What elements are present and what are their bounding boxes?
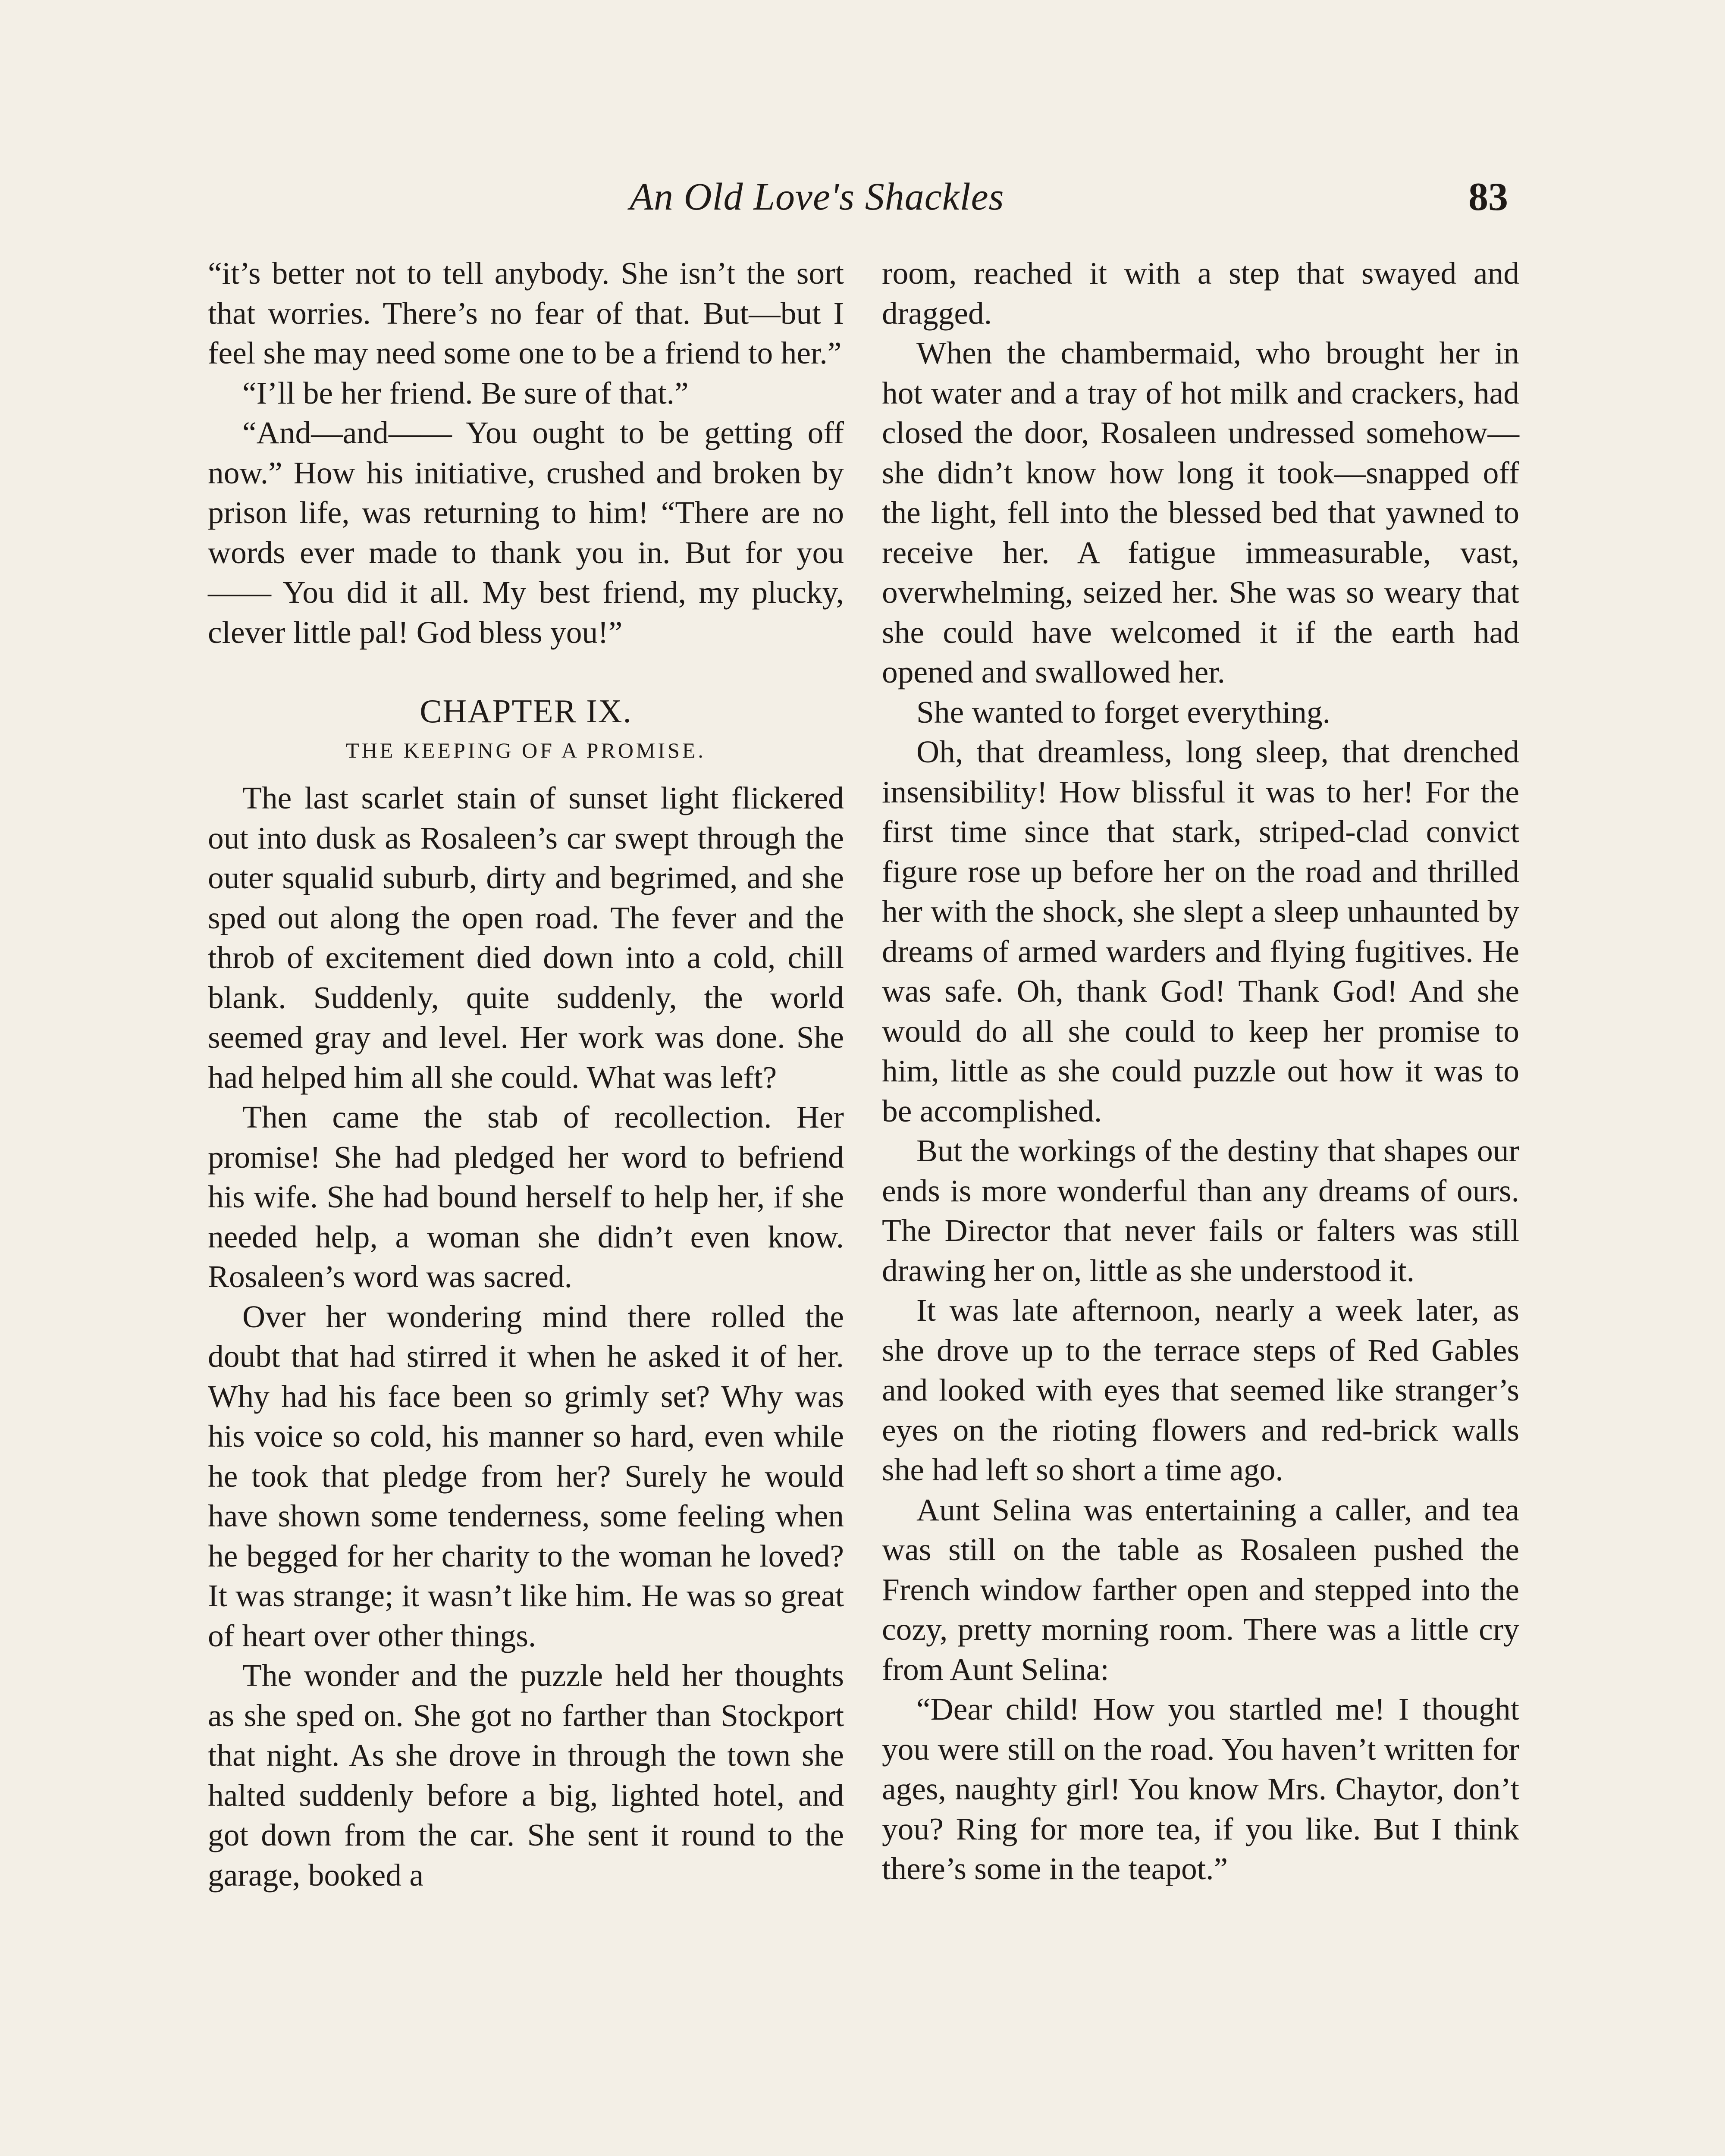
paragraph: The last scarlet stain of sunset light flickered out into dusk as Rosaleen’s car swept through the outer squalid suburb, dirty and begrimed, and she sped out along the open road. The fever and the throb of excitement died down into a cold, chill blank. Suddenly, quite suddenly, the world seemed gray and level. Her work was done. She had helped him all she could. What was left? — [208, 780, 844, 1095]
paragraph: room, reached it with a step that swayed and dragged. — [882, 256, 1519, 331]
paragraph: Oh, that dreamless, long sleep, that drenched insensibility! How blissful it was to her! For the first time since that stark, striped-clad convict figure rose up before her on the road and thrilled her with the shock, she slept a sleep unhaunted by dreams of armed warders and flying fugitives. He was safe. Oh, thank God! Thank God! And she would do all she could to keep her promise to him, little as she could puzzle out how it was to be accomplished. — [882, 734, 1519, 1128]
chapter-subtitle: THE KEEPING OF A PROMISE. — [346, 738, 706, 762]
paragraph: She wanted to forget everything. — [916, 694, 1331, 730]
paragraph: “Dear child! How you startled me! I thought you were still on the road. You haven’t written for ages, naughty girl! You know Mrs. Chaytor, don’t you? Ring for more tea, if you like. But I think there’s some in the teapot.” — [882, 1692, 1519, 1886]
paragraph: It was late afternoon, nearly a week later, as she drove up to the terrace steps of Red Gables and looked with eyes that seemed like stranger’s eyes on the rioting flowers and red-brick walls she had left so short a time ago. — [882, 1293, 1519, 1487]
left-column — [208, 254, 844, 1895]
paragraph: But the workings of the destiny that shapes our ends is more wonderful than any dreams of ours. The Director that never fails or falters was still drawing her on, little as she understood it. — [882, 1133, 1519, 1288]
paragraph: “I’ll be her friend. Be sure of that.” — [242, 375, 689, 411]
page-header — [0, 166, 1725, 231]
right-column — [882, 254, 1519, 1889]
paragraph: Over her wondering mind there rolled the doubt that had stirred it when he asked it of her. Why had his face been so grimly set? Why was his voice so cold, his manner so hard, even while he took that pledge from her? Surely he would have shown some tenderness, some feeling when he begged for her charity to the woman he loved? It was strange; it wasn’t like him. He was so great of heart over other things. — [208, 1299, 844, 1653]
running-title: An Old Love's Shackles — [630, 175, 1004, 218]
paragraph: “And—and—— You ought to be getting off now.” How his initiative, crushed and broken by prison life, was returning to him! “There are no words ever made to thank you in. But for you—— You did it all. My best friend, my plucky, clever little pal! God bless you!” — [208, 415, 844, 650]
page-number: 83 — [1468, 175, 1508, 219]
paragraph: Aunt Selina was entertaining a caller, and tea was still on the table as Rosaleen pushed the French window farther open and stepped into the cozy, pretty morning room. There was a little cry from Aunt Selina: — [882, 1492, 1519, 1687]
paragraph: “it’s better not to tell anybody. She isn’t the sort that worries. There’s no fear of that. But—but I feel she may need some one to be a friend to her.” — [208, 256, 844, 370]
paragraph: The wonder and the puzzle held her thoughts as she sped on. She got no farther than Stockport that night. As she drove in through the town she halted suddenly before a big, lighted hotel, and got down from the car. She sent it round to the garage, booked a — [208, 1658, 844, 1893]
paragraph: Then came the stab of recollection. Her promise! She had pledged her word to befriend his wife. She had bound herself to help her, if she needed help, a woman she didn’t even know. Rosaleen’s word was sacred. — [208, 1100, 844, 1294]
paragraph: When the chambermaid, who brought her in hot water and a tray of hot milk and crackers, had closed the door, Rosaleen undressed somehow—she didn’t know how long it took—snapped off the light, fell into the blessed bed that yawned to receive her. A fatigue immeasurable, vast, overwhelming, seized her. She was so weary that she could have welcomed it if the earth had opened and swallowed her. — [882, 335, 1519, 689]
chapter-title: CHAPTER IX. — [420, 693, 632, 730]
